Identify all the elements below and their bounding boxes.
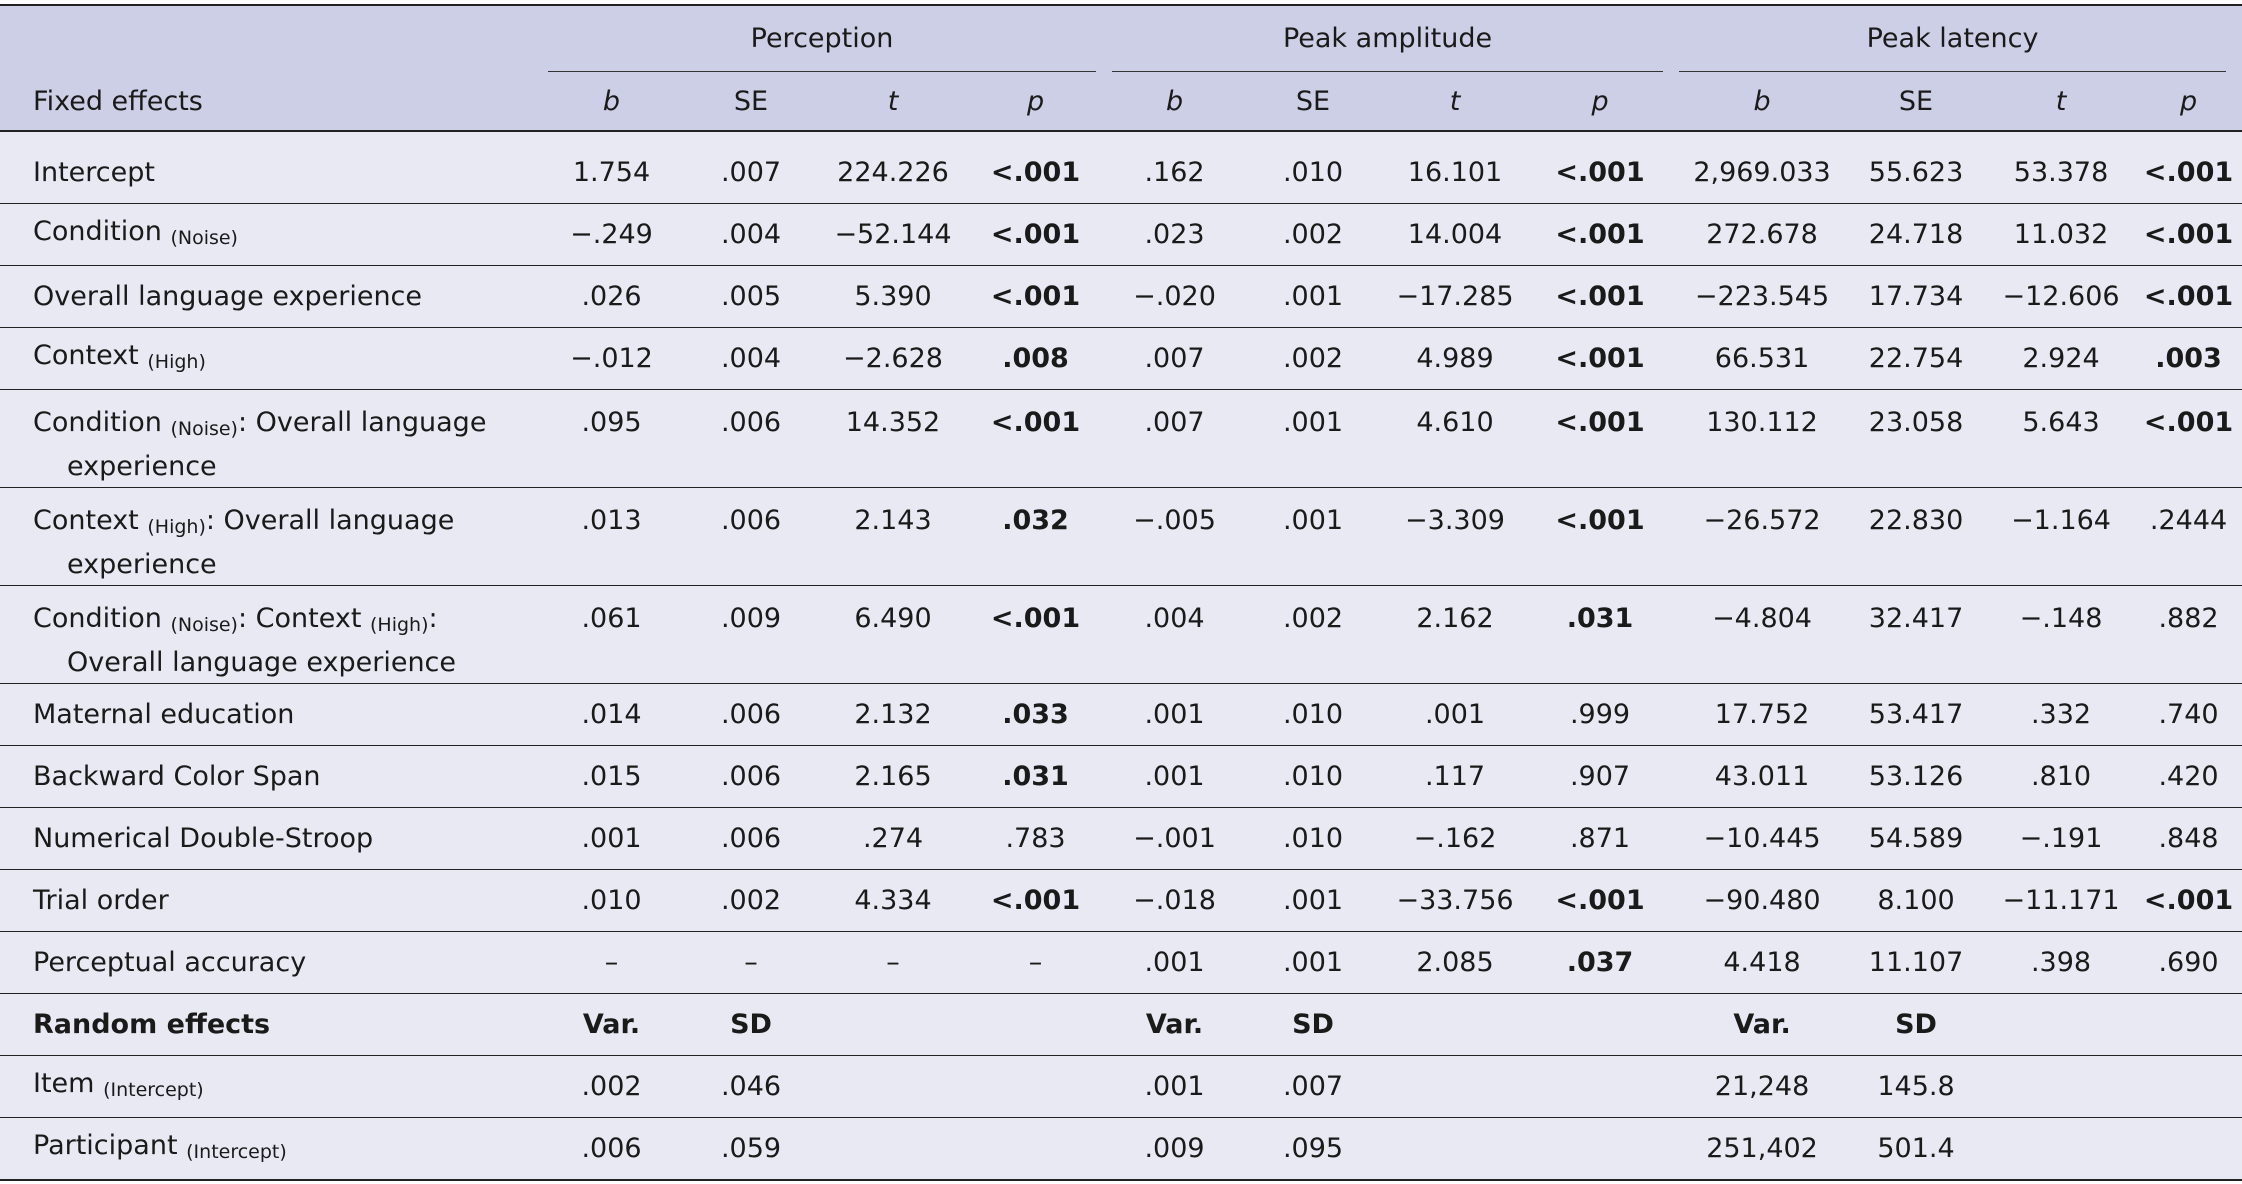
table-cell: 1.754 <box>548 142 675 204</box>
table-cell: −.191 <box>1987 808 2135 870</box>
table-cell: 2,969.033 <box>1679 142 1845 204</box>
table-cell: 2.165 <box>827 746 959 808</box>
table-cell: .010 <box>1237 684 1389 746</box>
table-cell: −.162 <box>1389 808 1521 870</box>
group-header-peak-amplitude: Peak amplitude <box>1112 5 1679 72</box>
table-row <box>0 142 2242 204</box>
table-cell: .001 <box>1112 684 1237 746</box>
table-cell: −.005 <box>1112 488 1237 586</box>
table-cell: .004 <box>675 328 827 390</box>
table-cell: .031 <box>959 746 1112 808</box>
row-label-text: Intercept <box>33 157 155 188</box>
table-cell: 14.352 <box>827 390 959 488</box>
table-cell: .006 <box>675 684 827 746</box>
table-cell: 2.162 <box>1389 586 1521 684</box>
table-cell: −11.171 <box>1987 870 2135 932</box>
table-row <box>0 746 2242 808</box>
table-cell: .046 <box>675 1056 827 1118</box>
table-cell: .009 <box>675 586 827 684</box>
table-cell: .002 <box>1237 328 1389 390</box>
table-cell: .010 <box>1237 808 1389 870</box>
table-cell: −52.144 <box>827 204 959 266</box>
table-cell: .740 <box>2135 684 2242 746</box>
empty-cell <box>959 1118 1112 1181</box>
row-label-text: Context <box>33 339 139 371</box>
empty-cell <box>959 1056 1112 1118</box>
table-cell: <.001 <box>959 390 1112 488</box>
table-cell: <.001 <box>2135 266 2242 328</box>
table-cell: .848 <box>2135 808 2242 870</box>
table-cell: −1.164 <box>1987 488 2135 586</box>
row-label <box>0 328 548 390</box>
table-row <box>0 204 2242 266</box>
table-cell: 2.143 <box>827 488 959 586</box>
mixed-effects-table <box>0 4 2242 1181</box>
row-label-continuation: experience <box>67 549 217 580</box>
table-cell: −26.572 <box>1679 488 1845 586</box>
table-cell: −.249 <box>548 204 675 266</box>
row-label-text: : Overall language <box>237 407 487 438</box>
row-label-text: : <box>428 603 438 634</box>
row-label-subscript: (Noise) <box>170 226 238 249</box>
table-cell: −10.445 <box>1679 808 1845 870</box>
row-label-subscript: (High) <box>147 350 206 373</box>
table-row <box>0 586 2242 684</box>
table-cell: .007 <box>1112 328 1237 390</box>
table-cell: 6.490 <box>827 586 959 684</box>
table-cell: – <box>548 932 675 994</box>
row-label-subscript: (Intercept) <box>103 1078 204 1101</box>
empty-cell <box>1987 1118 2135 1181</box>
table-cell: 4.418 <box>1679 932 1845 994</box>
col-p: p <box>1521 72 1679 131</box>
row-label <box>0 266 548 328</box>
table-cell: 43.011 <box>1679 746 1845 808</box>
row-label-text: Condition <box>33 603 162 634</box>
empty-cell <box>1987 1056 2135 1118</box>
table-cell: .001 <box>1112 1056 1237 1118</box>
row-label <box>0 204 548 266</box>
table-cell: .690 <box>2135 932 2242 994</box>
var-header: Var. <box>548 994 675 1056</box>
table-cell: .162 <box>1112 142 1237 204</box>
row-label-text: Maternal education <box>33 699 295 730</box>
col-p: p <box>959 72 1112 131</box>
table-cell: <.001 <box>2135 142 2242 204</box>
table-cell: .420 <box>2135 746 2242 808</box>
spacer-row <box>0 131 2242 142</box>
results-table-container <box>0 4 2234 1181</box>
table-cell: – <box>675 932 827 994</box>
row-label-text: : Context <box>237 603 362 634</box>
table-cell: 11.107 <box>1845 932 1987 994</box>
row-label-text: Item <box>33 1067 95 1099</box>
table-cell: .059 <box>675 1118 827 1181</box>
table-cell: <.001 <box>959 204 1112 266</box>
table-cell: −223.545 <box>1679 266 1845 328</box>
table-cell: 23.058 <box>1845 390 1987 488</box>
table-cell: 24.718 <box>1845 204 1987 266</box>
table-cell: 8.100 <box>1845 870 1987 932</box>
table-cell: <.001 <box>959 142 1112 204</box>
table-cell: 22.830 <box>1845 488 1987 586</box>
table-cell: .274 <box>827 808 959 870</box>
table-cell: 145.8 <box>1845 1056 1987 1118</box>
table-cell: 17.734 <box>1845 266 1987 328</box>
col-se: SE <box>1845 72 1987 131</box>
empty-cell <box>1389 994 1521 1056</box>
col-b: b <box>548 72 675 131</box>
table-row <box>0 808 2242 870</box>
table-cell: .999 <box>1521 684 1679 746</box>
table-cell: .002 <box>548 1056 675 1118</box>
random-effects-row <box>0 1056 2242 1118</box>
empty-cell <box>1987 994 2135 1056</box>
table-cell: .013 <box>548 488 675 586</box>
empty-cell <box>1521 1118 1679 1181</box>
table-cell: 5.643 <box>1987 390 2135 488</box>
table-cell: <.001 <box>959 266 1112 328</box>
row-label <box>0 684 548 746</box>
table-cell: <.001 <box>959 586 1112 684</box>
table-cell: .095 <box>548 390 675 488</box>
col-b: b <box>1679 72 1845 131</box>
empty-cell <box>2135 994 2242 1056</box>
table-cell: .001 <box>1237 932 1389 994</box>
row-label <box>0 870 548 932</box>
table-cell: .001 <box>1237 266 1389 328</box>
row-label <box>0 808 548 870</box>
table-row <box>0 390 2242 488</box>
empty-cell <box>1521 1056 1679 1118</box>
col-p: p <box>2135 72 2242 131</box>
table-cell: <.001 <box>1521 390 1679 488</box>
table-cell: .033 <box>959 684 1112 746</box>
table-cell: <.001 <box>2135 390 2242 488</box>
table-cell: <.001 <box>2135 204 2242 266</box>
table-cell: 55.623 <box>1845 142 1987 204</box>
row-label-text: Backward Color Span <box>33 761 321 792</box>
row-label <box>0 488 548 586</box>
table-cell: .006 <box>548 1118 675 1181</box>
table-cell: .001 <box>1112 932 1237 994</box>
table-cell: 54.589 <box>1845 808 1987 870</box>
table-cell: 11.032 <box>1987 204 2135 266</box>
table-cell: 2.924 <box>1987 328 2135 390</box>
row-label <box>0 586 548 684</box>
table-cell: .032 <box>959 488 1112 586</box>
table-cell: 17.752 <box>1679 684 1845 746</box>
col-se: SE <box>1237 72 1389 131</box>
random-effects-row <box>0 1118 2242 1181</box>
group-header-row <box>0 5 2242 72</box>
row-label-text: Condition <box>33 215 162 247</box>
empty-cell <box>827 1056 959 1118</box>
random-effects-header: Random effects <box>0 994 548 1056</box>
table-cell: −33.756 <box>1389 870 1521 932</box>
table-row <box>0 932 2242 994</box>
table-cell: <.001 <box>1521 328 1679 390</box>
table-cell: .004 <box>675 204 827 266</box>
table-cell: .023 <box>1112 204 1237 266</box>
empty-cell <box>2135 1056 2242 1118</box>
sd-header: SD <box>1237 994 1389 1056</box>
table-cell: .002 <box>675 870 827 932</box>
table-cell: .882 <box>2135 586 2242 684</box>
table-cell: 5.390 <box>827 266 959 328</box>
table-cell: .006 <box>675 390 827 488</box>
table-cell: .001 <box>1112 746 1237 808</box>
group-header-peak-latency: Peak latency <box>1679 5 2242 72</box>
table-cell: .061 <box>548 586 675 684</box>
table-cell: 16.101 <box>1389 142 1521 204</box>
empty-cell <box>1521 994 1679 1056</box>
col-se: SE <box>675 72 827 131</box>
var-header: Var. <box>1112 994 1237 1056</box>
table-cell: 2.085 <box>1389 932 1521 994</box>
row-label-text: Condition <box>33 407 162 438</box>
table-cell: .001 <box>548 808 675 870</box>
table-cell: .002 <box>1237 204 1389 266</box>
table-cell: 2.132 <box>827 684 959 746</box>
column-header-row <box>0 72 2242 131</box>
table-cell: .117 <box>1389 746 1521 808</box>
table-row <box>0 684 2242 746</box>
table-cell: .009 <box>1112 1118 1237 1181</box>
col-t: t <box>827 72 959 131</box>
table-cell: −2.628 <box>827 328 959 390</box>
empty-cell <box>1389 1118 1521 1181</box>
table-cell: −.012 <box>548 328 675 390</box>
col-b: b <box>1112 72 1237 131</box>
row-label <box>0 746 548 808</box>
table-cell: 53.378 <box>1987 142 2135 204</box>
table-cell: 14.004 <box>1389 204 1521 266</box>
table-row <box>0 870 2242 932</box>
table-cell: <.001 <box>1521 142 1679 204</box>
table-row <box>0 266 2242 328</box>
table-cell: .005 <box>675 266 827 328</box>
empty-cell <box>827 994 959 1056</box>
empty-cell <box>959 994 1112 1056</box>
table-cell: 21,248 <box>1679 1056 1845 1118</box>
table-cell: 32.417 <box>1845 586 1987 684</box>
table-cell: .001 <box>1237 488 1389 586</box>
table-cell: 53.126 <box>1845 746 1987 808</box>
table-cell: .026 <box>548 266 675 328</box>
group-header-spacer <box>0 5 548 72</box>
table-cell: .2444 <box>2135 488 2242 586</box>
table-cell: .095 <box>1237 1118 1389 1181</box>
group-header-perception: Perception <box>548 5 1112 72</box>
table-cell: .014 <box>548 684 675 746</box>
row-label-subscript: (Noise) <box>170 418 238 440</box>
table-cell: .871 <box>1521 808 1679 870</box>
table-cell: .001 <box>1389 684 1521 746</box>
table-cell: 66.531 <box>1679 328 1845 390</box>
table-cell: <.001 <box>959 870 1112 932</box>
row-label-continuation: experience <box>67 451 217 482</box>
empty-cell <box>827 1118 959 1181</box>
table-cell: .006 <box>675 746 827 808</box>
sd-header: SD <box>675 994 827 1056</box>
table-cell: −12.606 <box>1987 266 2135 328</box>
row-label-continuation: Overall language experience <box>67 647 457 678</box>
table-cell: 4.334 <box>827 870 959 932</box>
table-cell: .031 <box>1521 586 1679 684</box>
row-label-text: Overall language experience <box>33 281 423 312</box>
table-cell: .003 <box>2135 328 2242 390</box>
row-label <box>0 932 548 994</box>
table-cell: .015 <box>548 746 675 808</box>
table-cell: 251,402 <box>1679 1118 1845 1181</box>
table-cell: 130.112 <box>1679 390 1845 488</box>
table-cell: −4.804 <box>1679 586 1845 684</box>
row-label-text: Trial order <box>33 885 169 916</box>
table-cell: <.001 <box>2135 870 2242 932</box>
row-label <box>0 142 548 204</box>
table-cell: .907 <box>1521 746 1679 808</box>
col-t: t <box>1987 72 2135 131</box>
table-cell: .810 <box>1987 746 2135 808</box>
table-cell: 501.4 <box>1845 1118 1987 1181</box>
var-header: Var. <box>1679 994 1845 1056</box>
table-cell: – <box>827 932 959 994</box>
table-cell: 22.754 <box>1845 328 1987 390</box>
table-cell: .007 <box>1112 390 1237 488</box>
row-label-text: Context <box>33 505 139 536</box>
table-cell: 272.678 <box>1679 204 1845 266</box>
table-cell: .001 <box>1237 390 1389 488</box>
row-label-text: Numerical Double-Stroop <box>33 823 374 854</box>
row-label <box>0 390 548 488</box>
table-row <box>0 328 2242 390</box>
table-cell: .010 <box>548 870 675 932</box>
table-cell: .001 <box>1237 870 1389 932</box>
table-cell: .398 <box>1987 932 2135 994</box>
table-cell: .007 <box>675 142 827 204</box>
row-label-text: : Overall language <box>205 505 455 536</box>
col-t: t <box>1389 72 1521 131</box>
table-cell: .783 <box>959 808 1112 870</box>
sd-header: SD <box>1845 994 1987 1056</box>
fixed-effects-header: Fixed effects <box>0 72 548 131</box>
table-cell: 224.226 <box>827 142 959 204</box>
table-cell: −3.309 <box>1389 488 1521 586</box>
table-cell: 4.610 <box>1389 390 1521 488</box>
row-label <box>0 1056 548 1118</box>
table-cell: .037 <box>1521 932 1679 994</box>
table-cell: −.020 <box>1112 266 1237 328</box>
row-label-subscript: (High) <box>147 516 206 538</box>
table-body <box>0 131 2242 1180</box>
table-cell: .332 <box>1987 684 2135 746</box>
table-cell: −17.285 <box>1389 266 1521 328</box>
table-cell: −.148 <box>1987 586 2135 684</box>
table-cell: .008 <box>959 328 1112 390</box>
table-cell: <.001 <box>1521 870 1679 932</box>
table-cell: – <box>959 932 1112 994</box>
row-label-subscript: (High) <box>370 614 429 636</box>
table-cell: <.001 <box>1521 488 1679 586</box>
row-label-text: Perceptual accuracy <box>33 947 307 978</box>
table-cell: <.001 <box>1521 266 1679 328</box>
row-label <box>0 1118 548 1181</box>
table-cell: −90.480 <box>1679 870 1845 932</box>
table-cell: −.018 <box>1112 870 1237 932</box>
table-cell: .007 <box>1237 1056 1389 1118</box>
table-cell: .010 <box>1237 746 1389 808</box>
table-cell: .006 <box>675 808 827 870</box>
row-label-subscript: (Noise) <box>170 614 238 636</box>
empty-cell <box>2135 1118 2242 1181</box>
table-cell: .002 <box>1237 586 1389 684</box>
table-cell: −.001 <box>1112 808 1237 870</box>
row-label-subscript: (Intercept) <box>186 1140 287 1163</box>
empty-cell <box>1389 1056 1521 1118</box>
table-cell: .004 <box>1112 586 1237 684</box>
row-label-text: Participant <box>33 1129 178 1161</box>
table-row <box>0 488 2242 586</box>
table-cell: 4.989 <box>1389 328 1521 390</box>
table-cell: <.001 <box>1521 204 1679 266</box>
table-cell: .010 <box>1237 142 1389 204</box>
random-effects-header-row <box>0 994 2242 1056</box>
table-cell: 53.417 <box>1845 684 1987 746</box>
table-cell: .006 <box>675 488 827 586</box>
